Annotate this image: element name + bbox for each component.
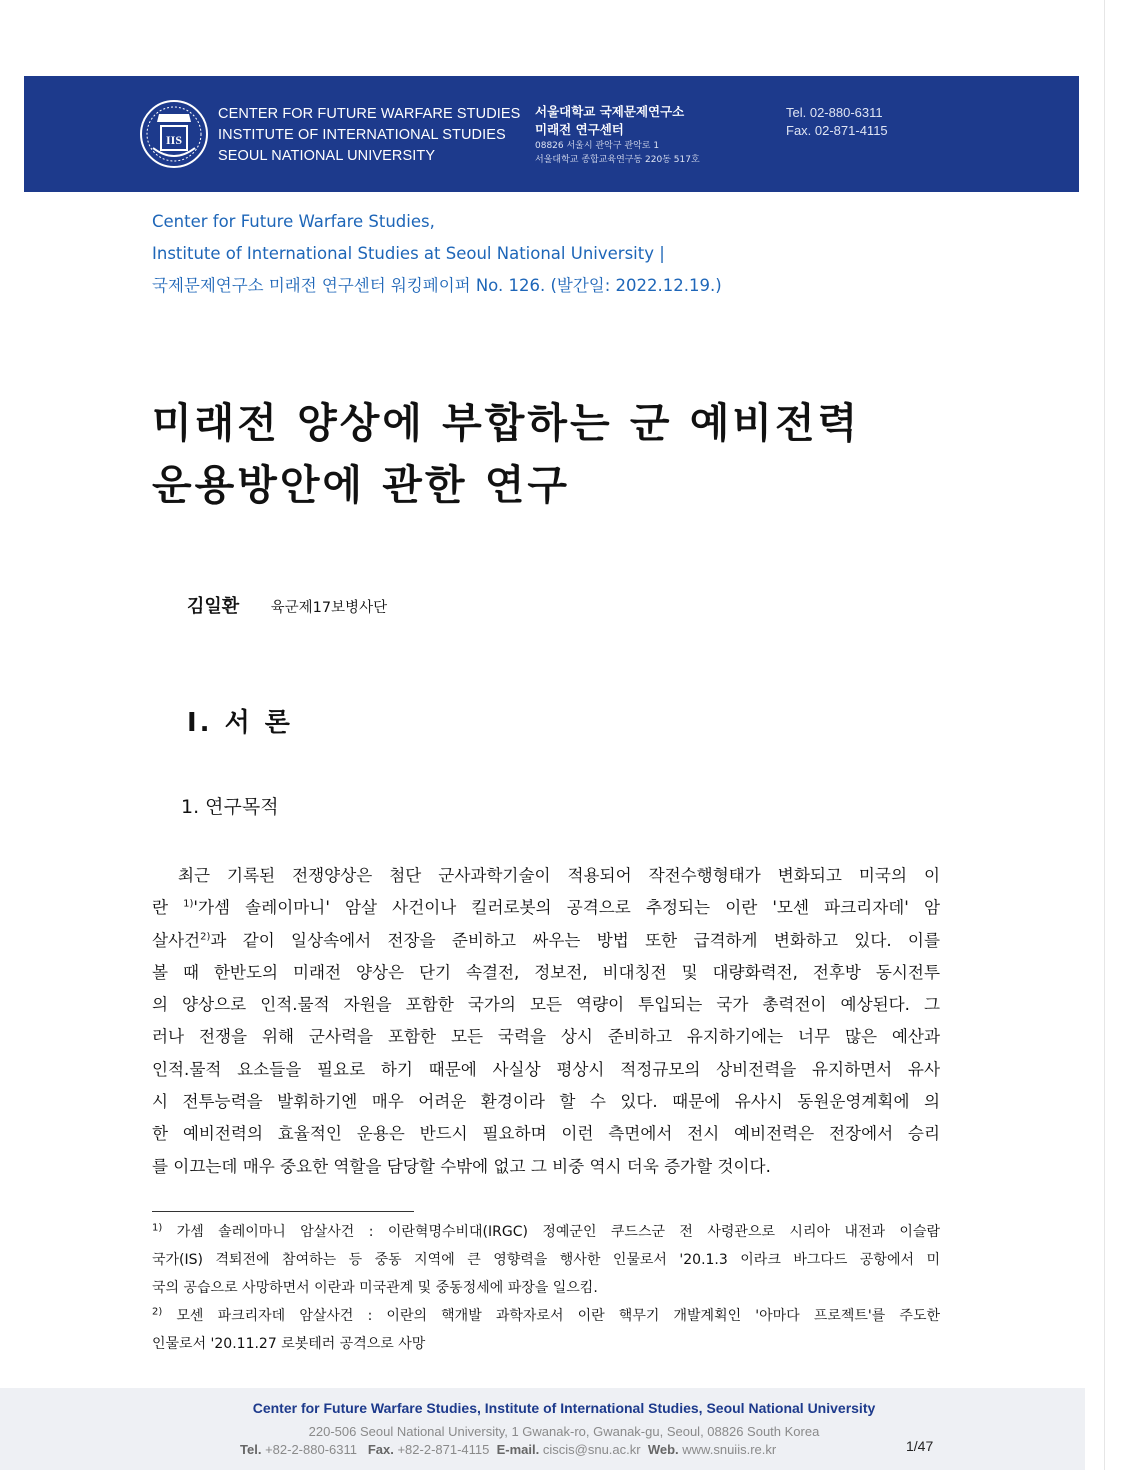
body-paragraph [152,860,940,1183]
author-affiliation: 육군제17보병사단 [270,600,388,616]
header-ko-address-2: 서울대학교 종합교육연구동 220동 517호 [535,155,700,165]
body-line [152,892,940,924]
series-line: Institute of International Studies at Seoul National University | [152,244,665,263]
series-line: 국제문제연구소 미래전 연구센터 워킹페이퍼 No. 126. (발간일: 2022.12.19.) [152,276,722,295]
footnote-mark-1: 1) [152,1222,163,1234]
footer-institution: Center for Future Warfare Studies, Institute of International Studies, Seoul National University [252,1400,876,1416]
footer-tel-label: Tel. [240,1442,262,1457]
body-text: 란 [152,898,184,918]
header-english-name [218,104,520,167]
footnotes [152,1218,940,1358]
body-text: '가셈 솔레이마니' 암살 사건이나 킬러로봇의 공격으로 추정되는 이란 '모센 파크리자데' 암 [193,898,940,918]
title-line: 운용방안에 관한 연구 [152,461,571,509]
footnote-ref-2[interactable]: 2) [200,931,211,943]
body-line [152,925,940,957]
header-fax: Fax. 02-871-4115 [786,123,888,138]
footnote-line [152,1302,940,1330]
header-contact [786,104,888,140]
footer-fax-label: Fax. [367,1442,394,1457]
section-heading: Ⅰ. 서 론 [187,708,293,738]
subsection-heading: 1. 연구목적 [181,796,279,818]
body-line: 최근 기록된 전쟁양상은 첨단 군사과학기술이 적용되어 작전수행형태가 변화되고 미국의 이 [178,866,940,885]
body-line: 시 전투능력을 발휘하기엔 매우 어려운 환경이라 할 수 있다. 때문에 유사시 동원운영계획에 의 [152,1092,940,1112]
body-line: 인적.물적 요소들을 필요로 하기 때문에 사실상 평상시 적정규모의 상비전력을 유지하면서 유사 [152,1059,940,1079]
footer-address: 220-506 Seoul National University, 1 Gwanak-ro, Gwanak-gu, Seoul, 08826 South Korea [308,1424,820,1439]
footer-contacts [240,1442,776,1457]
footnote-ref-1[interactable]: 1) [183,898,194,910]
header-en-line: INSTITUTE OF INTERNATIONAL STUDIES [218,127,506,143]
paper-title [152,392,860,516]
header-ko-address: 08826 서울시 관악구 관악로 1 [535,141,660,151]
body-line: 를 이끄는데 매우 중요한 역할을 담당할 수밖에 없고 그 비중 역시 더욱 증가할 것이다. [152,1156,771,1176]
author-name: 김일환 [187,596,240,617]
header-ko-name: 서울대학교 국제문제연구소 [535,104,685,119]
page-number: 1/47 [906,1438,934,1454]
footer-email-label: E-mail. [496,1442,540,1457]
body-text: 과 같이 일상속에서 전장을 준비하고 싸우는 방법 또한 급격하게 변화하고 있다. 이를 [210,930,940,950]
header-korean-name [535,103,700,167]
footer-tel: +82-2-880-6311 [265,1442,357,1457]
footnote-text: 모센 파크리자데 암살사건 : 이란의 핵개발 과학자로서 이란 핵무기 개발계획인 '아마다 프로젝트'를 주도한 [162,1308,940,1324]
header-tel: Tel. 02-880-6311 [786,105,883,120]
footer-email-link[interactable]: ciscis@snu.ac.kr [542,1442,641,1457]
header-en-line: SEOUL NATIONAL UNIVERSITY [218,148,436,164]
footnote-line: 인물로서 '20.11.27 로봇테러 공격으로 사망 [152,1336,426,1352]
series-info [152,206,722,302]
body-line: 의 양상으로 인적.물적 자원을 포함한 국가의 모든 역량이 투입되는 국가 총력전이 예상된다. 그 [152,995,940,1015]
footnote-line: 국의 공습으로 사망하면서 이란과 미국관계 및 중동정세에 파장을 일으킴. [152,1280,598,1296]
svg-text:IIS: IIS [165,133,183,147]
title-line: 미래전 양상에 부합하는 군 예비전력 [152,399,861,447]
body-text: 살사건 [152,930,201,950]
header-ko-center: 미래전 연구센터 [535,122,624,137]
footer-web-label: Web. [647,1442,679,1457]
page-footer [0,1388,1085,1470]
series-line: Center for Future Warfare Studies, [152,212,435,231]
footnote-line: 국가(IS) 격퇴전에 참여하는 등 중동 지역에 큰 영향력을 행사한 인물로서 '20.1.3 이라크 바그다드 공항에서 미 [152,1252,940,1268]
header-banner [24,76,1079,192]
author-line [187,592,387,618]
university-seal-logo [139,98,209,170]
page-edge [1104,0,1105,1470]
body-line: 한 예비전력의 효율적인 운용은 반드시 필요하며 이런 측면에서 전시 예비전력은 전장에서 승리 [152,1124,940,1144]
footnote-line [152,1218,940,1246]
footer-web-link[interactable]: www.snuiis.re.kr [682,1442,777,1457]
footer-fax: +82-2-871-4115 [397,1442,490,1457]
body-line: 볼 때 한반도의 미래전 양상은 단기 속결전, 정보전, 비대칭전 및 대량화력전, 전후방 동시전투 [152,962,940,982]
header-en-line: CENTER FOR FUTURE WARFARE STUDIES [218,106,521,122]
footnote-mark-2: 2) [152,1306,163,1318]
footnote-divider [152,1211,414,1212]
body-line: 러나 전쟁을 위해 군사력을 포함한 모든 국력을 상시 준비하고 유지하기에는 너무 많은 예산과 [152,1027,940,1047]
footnote-text: 가셈 솔레이마니 암살사건 : 이란혁명수비대(IRGC) 정예군인 쿠드스군 전 사령관으로 시리아 내전과 이슬람 [162,1224,940,1240]
